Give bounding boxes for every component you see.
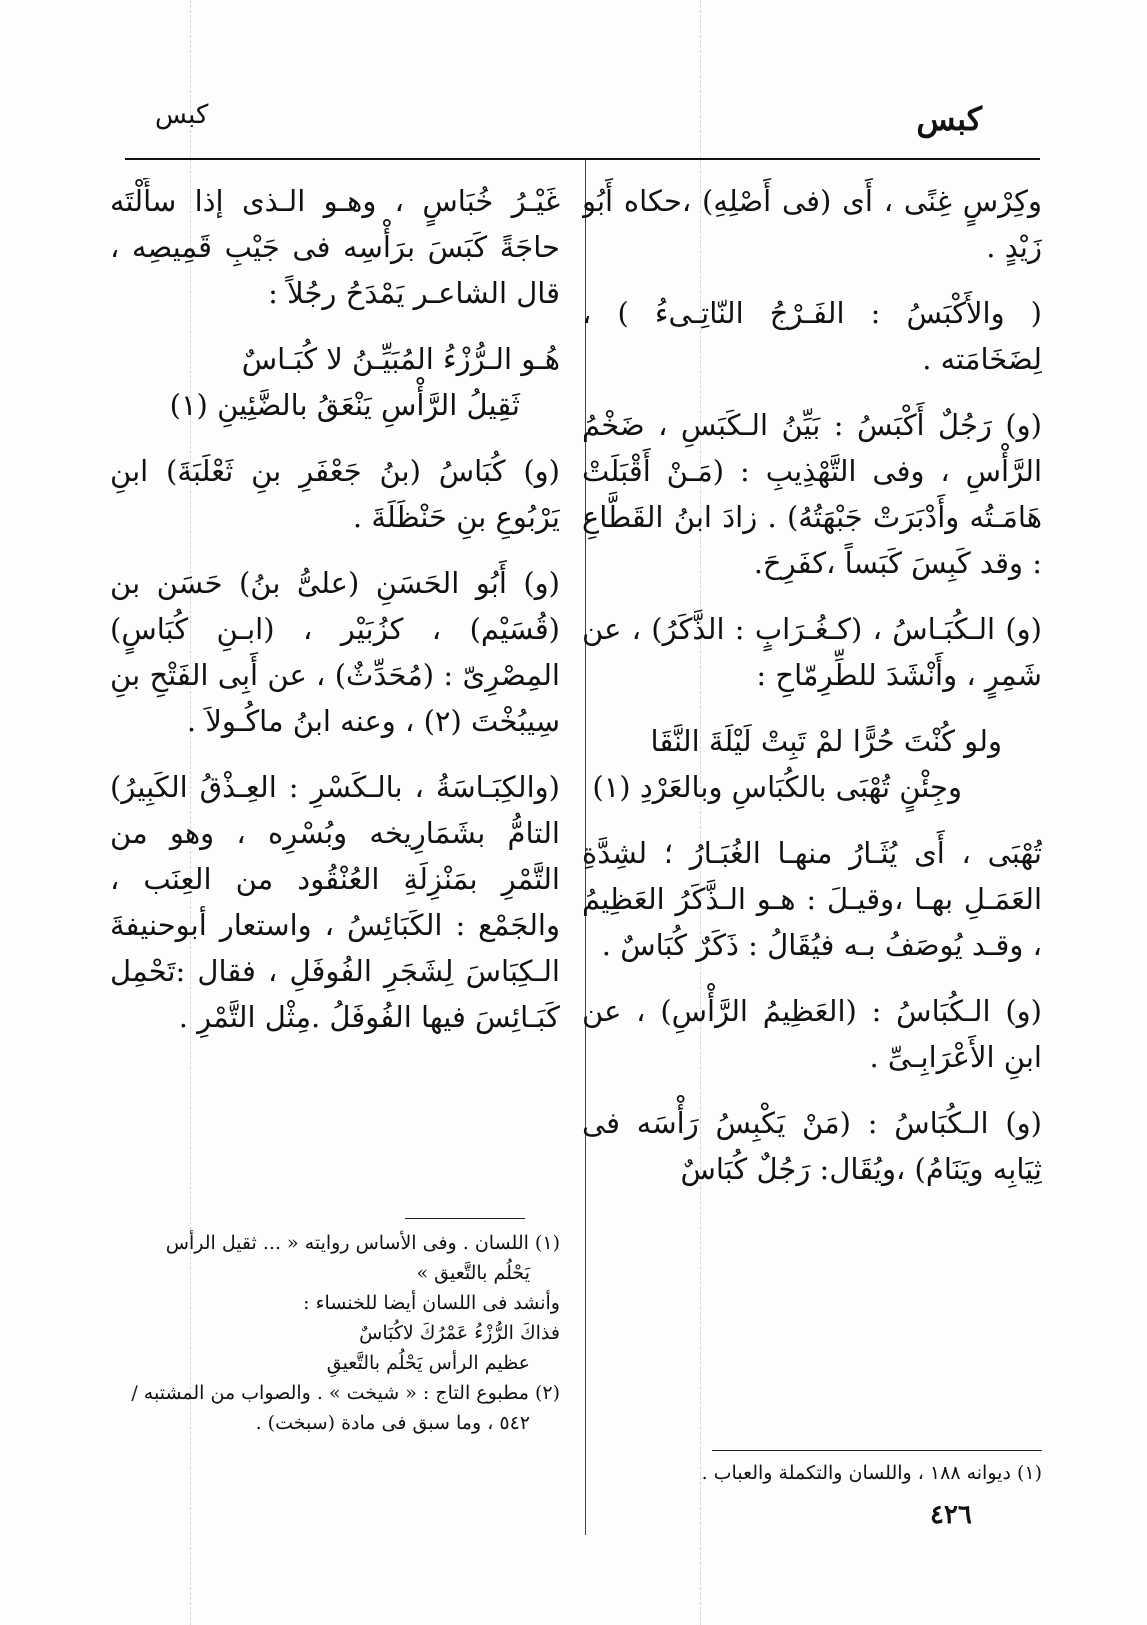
entry-paragraph: (و) الـكُبَـاسُ ، (كـغُـرَابٍ : الذَّكَرُ) ، عن شَمِرٍ ، وأَنْشَدَ للطِّرِمّاحِ : — [582, 612, 1042, 692]
verse-line: هُـو الـرُّزْءُ المُبَيِّـنُ لا كُبَـاسٌ — [241, 342, 560, 376]
entry-paragraph: غَيْـرُ خُبَاسٍ ، وهـو الـذى إذا سأَلْتَه حاجَةً كَبَسَ برَأْسِه فى جَيْبِ قَمِيصِه ، قال الشاعـر يَمْدَحُ رجُلاً : — [110, 184, 560, 310]
footnote-line: وأنشد فى اللسان أيضا للخنساء : — [303, 1292, 560, 1314]
entry-paragraph: وكِرْسٍ غِنًى ، أَى (فى أَصْلِهِ) ،حكاه أَبُو زَيْدٍ . — [582, 184, 1042, 264]
footnote-line: يَحْلُم بالتَّعيق » — [416, 1262, 530, 1284]
entry-paragraph: (و) أَبُو الحَسَنِ (علىُّ بنُ) حَسَن بن (قُسَيْم) ، كزُبَيْر ، (ابـنِ كُبَاسٍ) المِصْرِىّ : (مُحَدِّثٌ) ، عن أَبِى الفَتْحِ بنِ سِيبُخْتَ (٢) ، وعنه ابنُ ماكُـولاَ . — [110, 566, 560, 738]
footnote-line: فذاكَ الرُّزْءُ عَمْرُكَ لاكُبَاسٌ — [359, 1322, 560, 1344]
running-header-right: كبس — [916, 100, 982, 138]
entry-paragraph: (والكِبَـاسَةُ ، بالـكَسْرِ : العِـذْقُ الكَبِيرُ) التامُّ بشَمَارِيخه وبُسْرِه ، وهو من التَّمْرِ بمَنْزِلَةِ العُنْقُود من العِنَب ، والجَمْع : الكَبَائِسُ ، واستعار أبوحنيفةَ الـكِبَاسَ لِشَجَرِ الفُوفَلِ ، فقال :تَحْمِل كَبَـائِسَ فيها الفُوفَلُ .مِثْل التَّمْرِ . — [110, 770, 560, 1034]
verse-line: ثَقِيلُ الرَّأْسِ يَنْعَقُ بالضَّئِينِ (١) — [169, 388, 520, 422]
header-rule — [125, 158, 1040, 160]
entry-paragraph: (و) كُبَاسُ (بنُ جَعْفَرِ بنِ ثَعْلَبَةَ) ابنِ يَرْبُوعِ بنِ حَنْظَلَةَ . — [110, 454, 560, 534]
running-header-left: كبس — [155, 100, 209, 130]
entry-paragraph: تُهْبَى ، أَى يُثَـارُ منهـا الغُبَـارُ ؛ لشِدَّةِ العَمَـلِ بهـا ،وقيـلَ : هـو الـذَّكَرُ العَظِيمُ ، وقـد يُوصَفُ بـه فيُقَالُ : ذَكَرٌ كُبَاسٌ . — [582, 836, 1042, 962]
footnote-line: عظيم الرأس يَحْلُم بالتَّعيقِ — [326, 1352, 530, 1374]
entry-paragraph: (و) رَجُلٌ أَكْبَسُ : بَيِّنُ الـكَبَسِ ، ضَخْمُ الرَّأْسِ ، وفى التَّهْذِيبِ : (مَـنْ أَقْبَلَتْ هَامَـتُه وأَدْبَرَتْ جَبْهَتُهُ) . زادَ ابنُ القَطَّاعِ : وقد كَبِسَ كَبَساً ،كفَرِحَ. — [582, 408, 1042, 580]
footnote-rule — [405, 1218, 525, 1219]
entry-paragraph: (و) الـكُبَاسُ : (مَنْ يَكْبِسُ رَأْسَه فى ثِيَابِه ويَنَامُ) ،ويُقَال: رَجُلٌ كُبَاسٌ — [582, 1106, 1042, 1186]
verse-line: وجِئْنٍ تُهْبَى بالكُبَاسِ وبالعَرْدِ (١) — [592, 770, 962, 804]
right-column — [582, 178, 1042, 1448]
footnotes-right — [582, 1458, 1042, 1488]
footnote-line: (١) اللسان . وفى الأساس روايته « ... ثقيل الرأس — [165, 1232, 560, 1254]
entry-paragraph: ( والأَكْبَسُ : الفَـرْجُ النّاتِـىءُ ) ، لِضَخَامَته . — [582, 296, 1042, 376]
poetry-verse — [110, 336, 560, 428]
entry-paragraph: (و) الـكُبَاسُ : (العَظِيمُ الرَّأْسِ) ، عن ابنِ الأَعْرَابِـىِّ . — [582, 994, 1042, 1074]
footnote-rule — [712, 1450, 1042, 1451]
footnote-line: (١) ديوانه ١٨٨ ، واللسان والتكملة والعباب . — [701, 1462, 1042, 1484]
footnotes-left — [120, 1228, 560, 1438]
left-column — [110, 178, 560, 1333]
footnote-line: ٥٤٢ ، وما سبق فى مادة (سبخت) . — [255, 1412, 530, 1434]
verse-line: ولو كُنْتَ حُرًّا لمْ تَبِتْ لَيْلَةَ النَّقَا — [650, 724, 1002, 758]
footnote-line: (٢) مطبوع التاج : « شيخت » . والصواب من المشتبه / — [131, 1382, 560, 1404]
poetry-verse — [582, 718, 1042, 810]
page-number: ٤٢٦ — [930, 1500, 972, 1530]
